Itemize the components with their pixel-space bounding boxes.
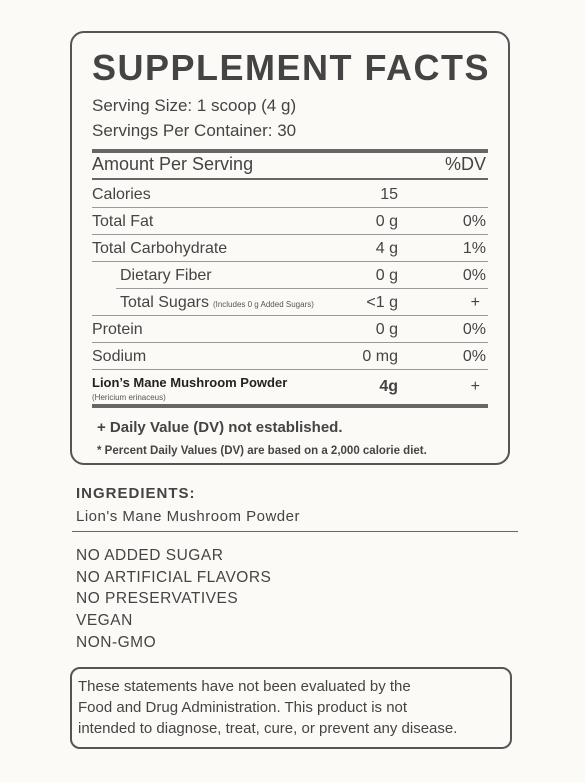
nutrient-amount: <1 g — [366, 294, 398, 311]
nutrient-row-total-sugars — [92, 288, 488, 315]
nutrient-name: Total Carbohydrate — [92, 240, 228, 257]
ingredient-amount: 4g — [379, 378, 398, 395]
nutrient-dv: 0% — [462, 321, 486, 338]
claim-item: NO ARTIFICIAL FLAVORS — [76, 568, 272, 586]
nutrient-row-total-carbohydrate — [92, 234, 488, 261]
dv-header: %DV — [444, 154, 486, 174]
nutrient-name: Calories — [92, 186, 151, 203]
nutrient-row-dietary-fiber — [92, 261, 488, 288]
nutrient-name: Protein — [92, 321, 143, 338]
servings-per-container: Servings Per Container: 30 — [92, 121, 297, 140]
claim-item: NON-GMO — [76, 633, 157, 651]
fda-disclaimer-box — [70, 667, 512, 749]
nutrient-amount: 15 — [380, 186, 398, 203]
ingredients-text: Lion's Mane Mushroom Powder — [76, 508, 300, 525]
percent-dv-footnote: * Percent Daily Values (DV) are based on a 2,000 calorie diet. — [97, 445, 427, 457]
ingredient-dv: + — [470, 378, 480, 395]
nutrient-amount: 4 g — [375, 240, 398, 257]
nutrient-dv: 0% — [462, 267, 486, 284]
supplement-facts-panel — [70, 31, 510, 465]
nutrient-name: Dietary Fiber — [120, 267, 212, 284]
nutrient-dv: 1% — [462, 240, 486, 257]
section-divider — [72, 531, 518, 532]
nutrient-name: Sodium — [92, 348, 147, 365]
ingredient-name: Lion’s Mane Mushroom Powder — [92, 375, 288, 390]
footer-rule — [92, 404, 488, 408]
claim-item: VEGAN — [76, 612, 133, 630]
product-claims-list — [76, 547, 271, 655]
ingredients-label: INGREDIENTS: — [76, 485, 196, 502]
daily-value-footnote: + Daily Value (DV) not established. — [97, 419, 343, 436]
nutrient-dv: 0% — [462, 348, 486, 365]
header-rule — [92, 149, 488, 153]
scientific-name: (Hericium erinaceus) — [92, 393, 166, 402]
nutrient-row-protein — [92, 315, 488, 342]
nutrient-row-total-fat — [92, 207, 488, 234]
nutrient-name: Total Sugars — [120, 294, 209, 311]
nutrient-row-sodium — [92, 342, 488, 369]
fda-disclaimer-text: These statements have not been evaluated by the Food and Drug Administration. This product is not intended to diagnose, treat, cure, or prevent any disease. — [78, 678, 458, 737]
amount-per-serving-header: Amount Per Serving — [92, 154, 254, 174]
serving-size: Serving Size: 1 scoop (4 g) — [92, 96, 297, 115]
nutrient-dv: 0% — [462, 213, 486, 230]
ingredient-row-lions-mane — [92, 369, 488, 403]
claim-item: NO ADDED SUGAR — [76, 547, 224, 564]
nutrient-row-calories — [92, 180, 488, 207]
nutrient-amount: 0 g — [375, 321, 398, 338]
claim-item: NO PRESERVATIVES — [76, 590, 239, 608]
nutrient-amount: 0 g — [375, 267, 398, 284]
facts-title: SUPPLEMENT FACTS — [92, 47, 491, 88]
nutrient-amount: 0 mg — [362, 348, 398, 365]
nutrient-dv: + — [470, 294, 480, 311]
nutrient-amount: 0 g — [375, 213, 398, 230]
nutrient-name: Total Fat — [92, 213, 154, 230]
added-sugars-note: (Includes 0 g Added Sugars) — [212, 300, 314, 309]
